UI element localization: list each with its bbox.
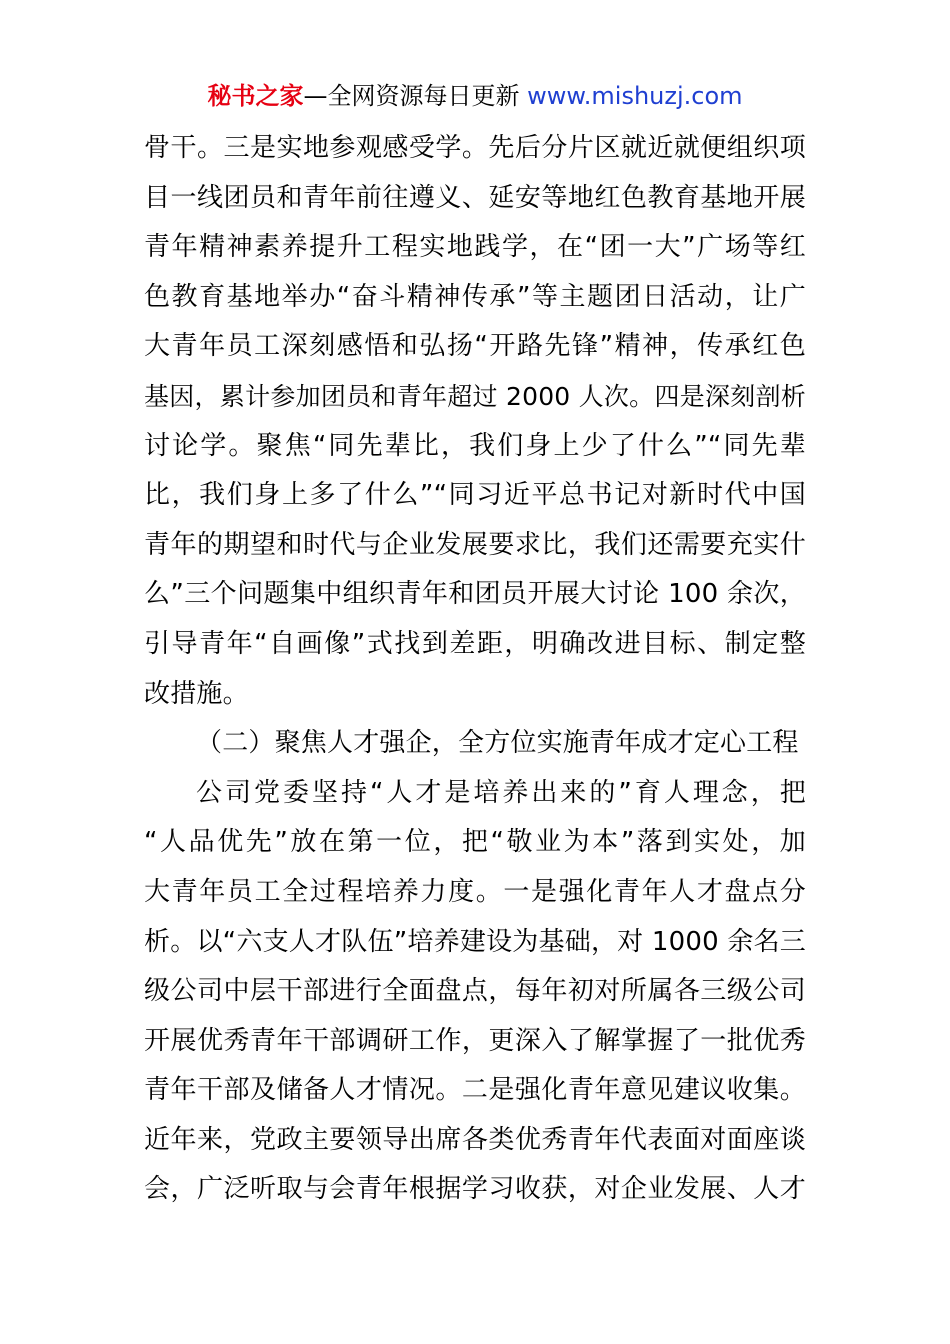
paragraph-line: 大青年员工深刻感悟和弘扬“开路先锋”精神，传承红色 <box>144 331 806 362</box>
site-url-link[interactable]: www.mishuzj.com <box>527 82 743 110</box>
paragraph-line: “人品优先”放在第一位，把“敬业为本”落到实处，加 <box>144 827 806 858</box>
paragraph-line: 大青年员工全过程培养力度。一是强化青年人才盘点分 <box>144 876 806 907</box>
paragraph-line: 讨论学。聚焦“同先辈比，我们身上少了什么”“同先辈 <box>144 430 806 461</box>
site-brand: 秘书之家 <box>207 82 304 110</box>
paragraph-line: 青年的期望和时代与企业发展要求比，我们还需要充实什 <box>144 529 806 560</box>
paragraph-line: 基因，累计参加团员和青年超过 2000 人次。四是深刻剖析 <box>144 381 806 411</box>
paragraph-line: 色教育基地举办“奋斗精神传承”等主题团日活动，让广 <box>144 281 806 312</box>
paragraph-line: 青年精神素养提升工程实地践学，在“团一大”广场等红 <box>144 232 806 263</box>
paragraph-line: 骨干。三是实地参观感受学。先后分片区就近就便组织项 <box>144 133 806 163</box>
paragraph-line: 么”三个问题集中组织青年和团员开展大讨论 100 余次， <box>144 579 806 610</box>
site-tagline: —全网资源每日更新 <box>303 82 520 110</box>
paragraph-line: 公司党委坚持“人才是培养出来的”育人理念，把 <box>196 777 806 808</box>
paragraph-line: 开展优秀青年干部调研工作，更深入了解掌握了一批优秀 <box>144 1025 806 1056</box>
section-heading: （二）聚焦人才强企，全方位实施青年成才定心工程 <box>196 728 799 759</box>
paragraph-line: 目一线团员和青年前往遵义、延安等地红色教育基地开展 <box>144 182 806 213</box>
paragraph-line: 近年来，党政主要领导出席各类优秀青年代表面对面座谈 <box>144 1124 806 1155</box>
site-header <box>0 80 950 112</box>
paragraph-line: 会，广泛听取与会青年根据学习收获，对企业发展、人才 <box>144 1174 806 1205</box>
paragraph-line: 改措施。 <box>144 678 249 709</box>
paragraph-line: 引导青年“自画像”式找到差距，明确改进目标、制定整 <box>144 628 806 659</box>
paragraph-line: 析。以“六支人才队伍”培养建设为基础，对 1000 余名三 <box>144 926 806 957</box>
paragraph-line: 级公司中层干部进行全面盘点，每年初对所属各三级公司 <box>144 976 806 1007</box>
document-body <box>144 124 806 1215</box>
paragraph-line: 青年干部及储备人才情况。二是强化青年意见建议收集。 <box>144 1075 806 1106</box>
paragraph-line: 比，我们身上多了什么”“同习近平总书记对新时代中国 <box>144 480 806 511</box>
